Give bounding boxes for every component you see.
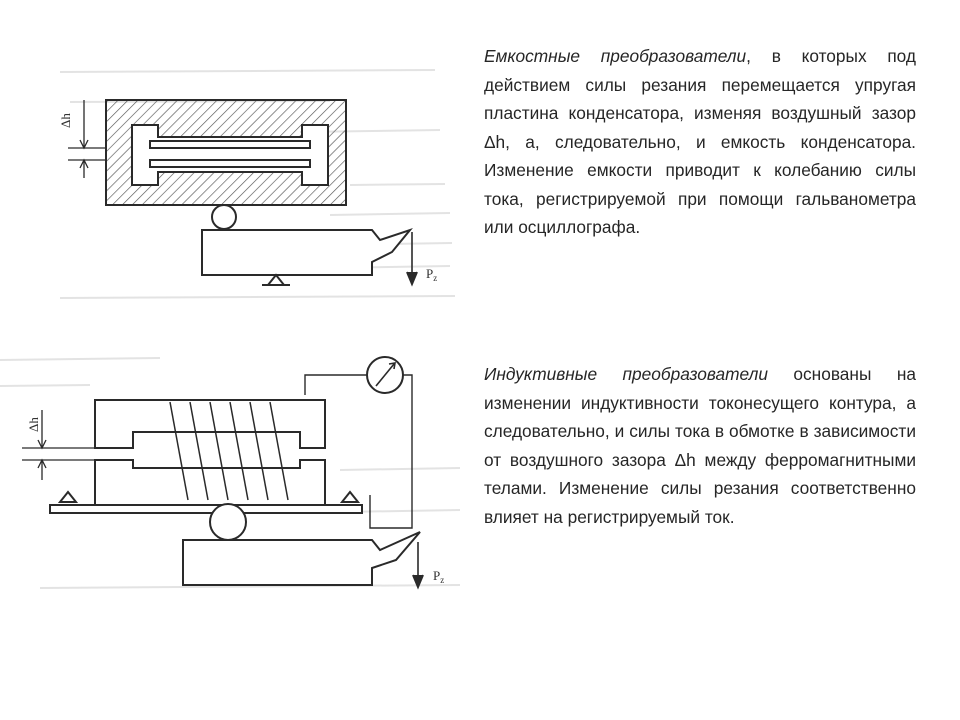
support-left [60,492,76,502]
cutting-tool [183,532,420,585]
support-triangle [268,275,284,285]
capacitor-plate-lower [150,160,310,167]
lead-wire-outer [305,375,367,395]
upper-core [95,400,325,448]
gap-label-bottom: Δh [26,417,41,432]
force-label-top: $P_z$ [426,266,438,283]
base-plate [50,505,362,513]
capacitive-description [484,42,916,242]
capacitive-text: , в которых под действием силы резания перемещается упругая пластина конденсатора, изменяя воздушный зазор Δh, а, следовательно, и емкость конденсатора. Изменение емкости приводит к колебанию силы тока, регистрируемой при помощи гальванометра или осциллографа. [484,46,916,237]
inductive-sensor-diagram [22,357,423,587]
force-label-bottom: $P_z$ [433,568,445,585]
support-right [342,492,358,502]
capacitive-sensor-diagram [68,100,417,285]
capacitor-plate-upper [150,141,310,148]
ball-contact [212,205,236,229]
lower-core [95,460,325,505]
gap-label-top: Δh [58,113,73,128]
inductive-text: основаны на изменении индуктивности токонесущего контура, а следовательно, и силы тока в обмотке в зависимости от воздушного зазора Δh между ферромагнитными телами. Изменение силы резания соответственно влияет на регистрируемый ток. [484,364,916,527]
cutting-tool [202,230,410,275]
inductive-term: Индуктивные преобразователи [484,364,768,384]
inductive-description [484,360,916,531]
lead-wire-right [370,375,412,528]
ball-contact [210,504,246,540]
capacitive-term: Емкостные преобразователи [484,46,747,66]
